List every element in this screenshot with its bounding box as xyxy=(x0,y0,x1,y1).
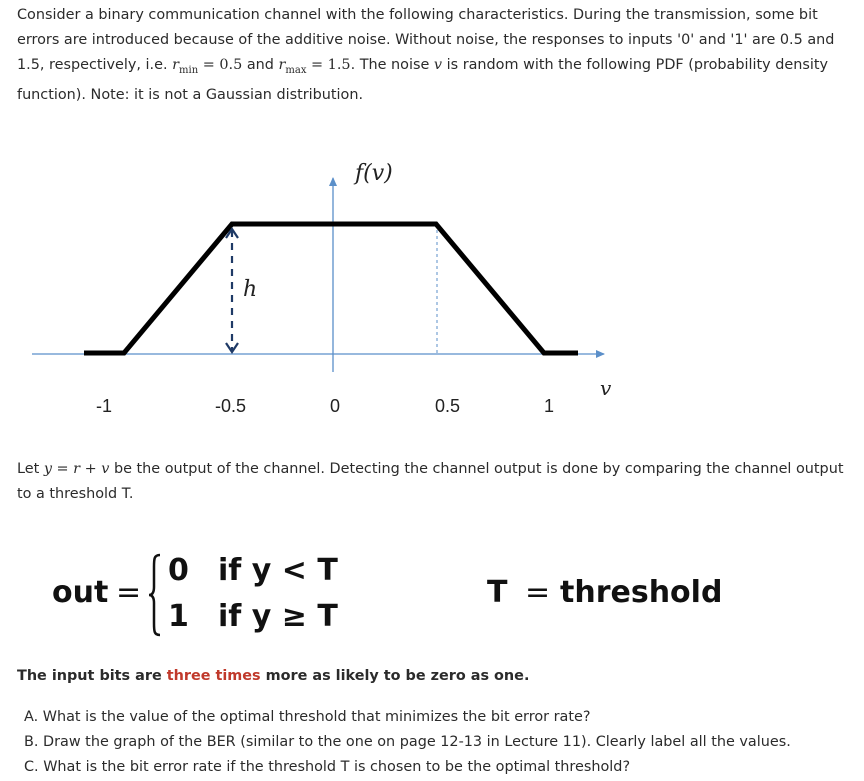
intro-text-2: . The noise xyxy=(350,57,434,73)
and-word: and xyxy=(242,57,279,73)
threshold-word: threshold xyxy=(560,575,723,610)
pdf-plot xyxy=(0,150,864,430)
height-label: h xyxy=(243,277,258,302)
question-a: A. What is the value of the optimal threshold that minimizes the bit error rate? xyxy=(24,709,591,725)
note-pre: The input bits are xyxy=(17,668,167,684)
note-highlight: three times xyxy=(166,668,261,684)
noise-symbol: v xyxy=(433,57,443,73)
pdf-figure xyxy=(0,150,864,430)
rmin-value: = 0.5 xyxy=(198,57,243,73)
x-axis-label: v xyxy=(600,376,612,400)
case1-value: 1 xyxy=(168,599,189,634)
rmin-subscript: min xyxy=(179,64,199,76)
case0-condition: if y < T xyxy=(218,553,338,588)
question-c: C. What is the bit error rate if the threshold T is chosen to be the optimal threshold? xyxy=(24,759,631,775)
tick-label: 0.5 xyxy=(435,396,461,416)
let-equation: y = r + v xyxy=(43,461,110,477)
y-axis-label: f(v) xyxy=(355,161,393,186)
tick-label: -1 xyxy=(96,396,113,416)
decision-rule xyxy=(0,545,864,645)
intro-text-1: Consider a binary communication channel with the following characteristics. During the transmission, some bit errors are introduced because of the additive noise. Without noise, the responses to inputs '0' and '1' are 0.5 and 1.5, respectively, i.e. xyxy=(17,7,835,73)
tick-label: 0 xyxy=(330,396,341,416)
equation-lhs: out xyxy=(52,575,109,610)
rmax-symbol: r xyxy=(278,57,286,73)
case0-value: 0 xyxy=(168,553,189,588)
threshold-symbol: T xyxy=(487,575,508,610)
question-b: B. Draw the graph of the BER (similar to the one on page 12-13 in Lecture 11). Clearly label all the values. xyxy=(24,734,791,750)
cases-brace xyxy=(148,553,162,637)
threshold-equals: = xyxy=(525,575,551,610)
rmax-value: = 1.5 xyxy=(306,57,351,73)
let-text-2: be the output of the channel. Detecting the channel output is done by comparing the channel output to a threshold T. xyxy=(17,461,844,502)
pdf-curve xyxy=(84,224,578,353)
tick-label: 1 xyxy=(544,396,555,416)
let-paragraph xyxy=(17,457,857,507)
rmax-subscript: max xyxy=(285,64,307,76)
case1-condition: if y ≥ T xyxy=(218,599,338,634)
intro-paragraph xyxy=(17,3,857,108)
equation-equals: = xyxy=(116,575,142,610)
brace-shape xyxy=(148,553,162,637)
tick-label: -0.5 xyxy=(215,396,247,416)
question-list xyxy=(24,705,791,780)
rmin-symbol: r xyxy=(172,57,180,73)
note-post: more as likely to be zero as one. xyxy=(260,668,530,684)
intro-text-3: is random with the following PDF (probability density function). Note: it is not a Gaussian distribution. xyxy=(17,57,828,103)
prior-note xyxy=(17,668,529,684)
let-text-1: Let xyxy=(17,461,44,477)
